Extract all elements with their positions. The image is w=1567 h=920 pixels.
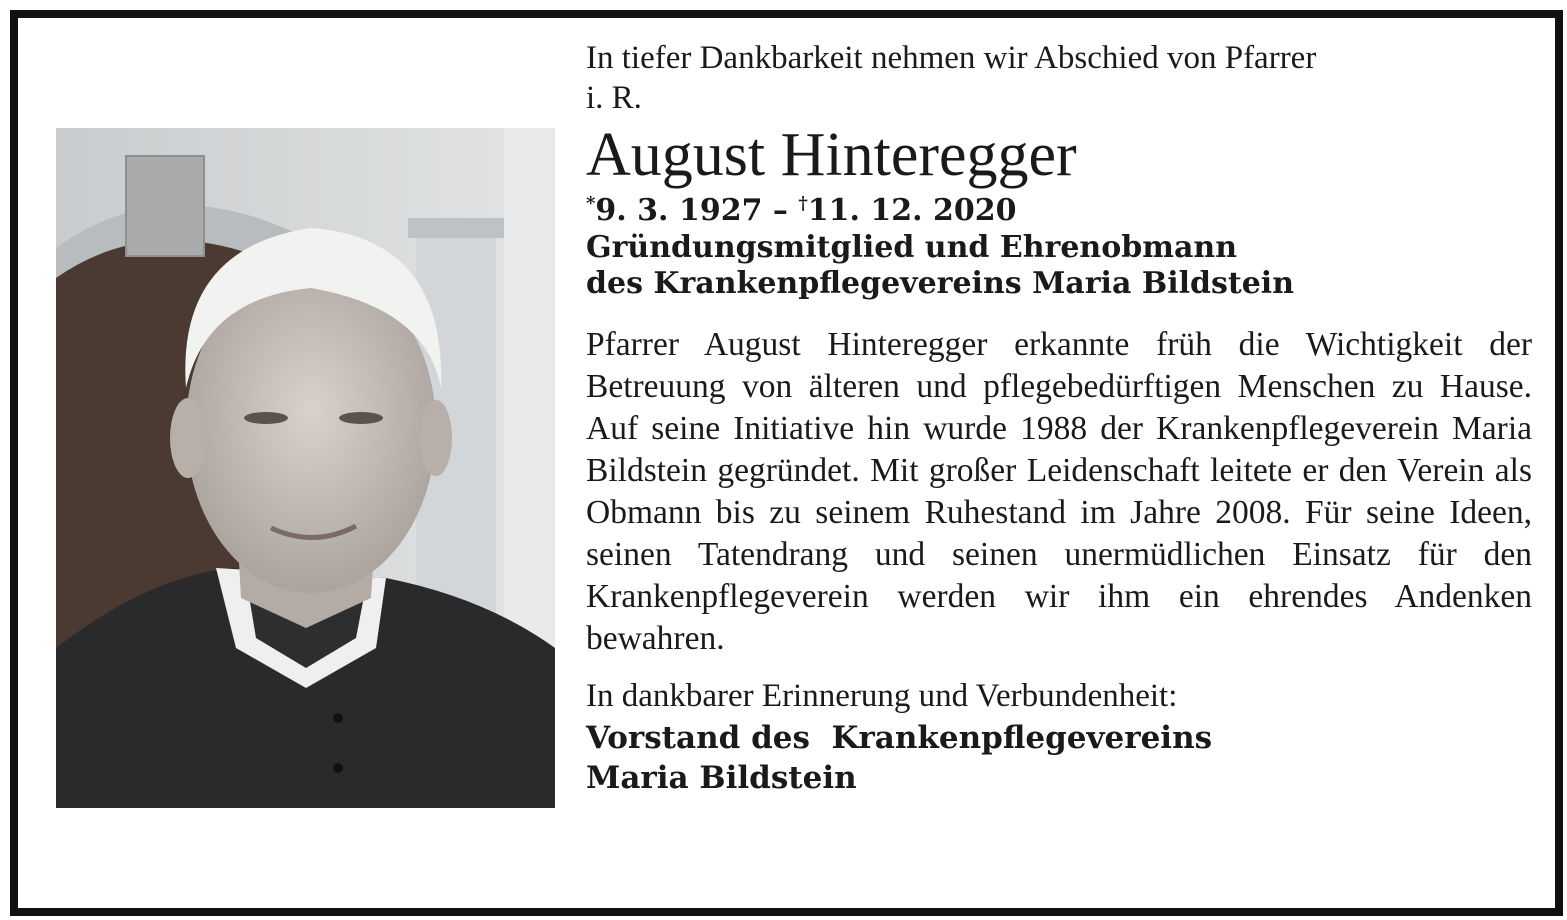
life-dates — [586, 192, 1532, 230]
signature-line-2: Maria Bildstein — [586, 760, 857, 796]
deceased-name: August Hinteregger — [586, 121, 1077, 189]
birth-date: 9. 3. 1927 — [595, 193, 763, 228]
role-line-2: des Krankenpflegevereins Maria Bildstein — [586, 266, 1295, 301]
obituary-frame — [10, 10, 1563, 916]
death-symbol: † — [798, 193, 808, 214]
signature — [586, 718, 1532, 798]
date-separator: – — [762, 193, 799, 228]
body-paragraph: Pfarrer August Hinteregger erkannte früh die Wichtigkeit der Betreuung von älteren und pflegebedürftigen Menschen zu Hause. Auf seine Initiative hin wurde 1988 der Krankenpflegeverein Maria Bildstein gegründet. Mit großer Leidenschaft leitete er den Verein als Obmann bis zu seinem Ruhestand im Jahre 2008. Für seine Ideen, seinen Tatendrang und seinen unermüdlichen Einsatz für den Krankenpflegeverein werden wir ihm ein ehrendes Andenken bewahren. — [586, 326, 1532, 657]
birth-symbol: * — [586, 193, 596, 214]
closing-line: In dankbarer Erinnerung und Verbundenheit: — [586, 678, 1178, 714]
intro-text — [586, 38, 1532, 118]
role-title — [586, 230, 1532, 302]
portrait-photo — [56, 128, 555, 808]
death-date: 11. 12. 2020 — [807, 193, 1017, 228]
portrait-illustration — [56, 128, 555, 808]
role-line-1: Gründungsmitglied und Ehrenobmann — [586, 230, 1238, 265]
intro-line-1: In tiefer Dankbarkeit nehmen wir Abschied von Pfarrer — [586, 40, 1317, 76]
signature-line-1: Vorstand des Krankenpflegevereins — [586, 720, 1213, 756]
intro-line-2: i. R. — [586, 80, 642, 116]
obituary-text — [586, 38, 1532, 798]
